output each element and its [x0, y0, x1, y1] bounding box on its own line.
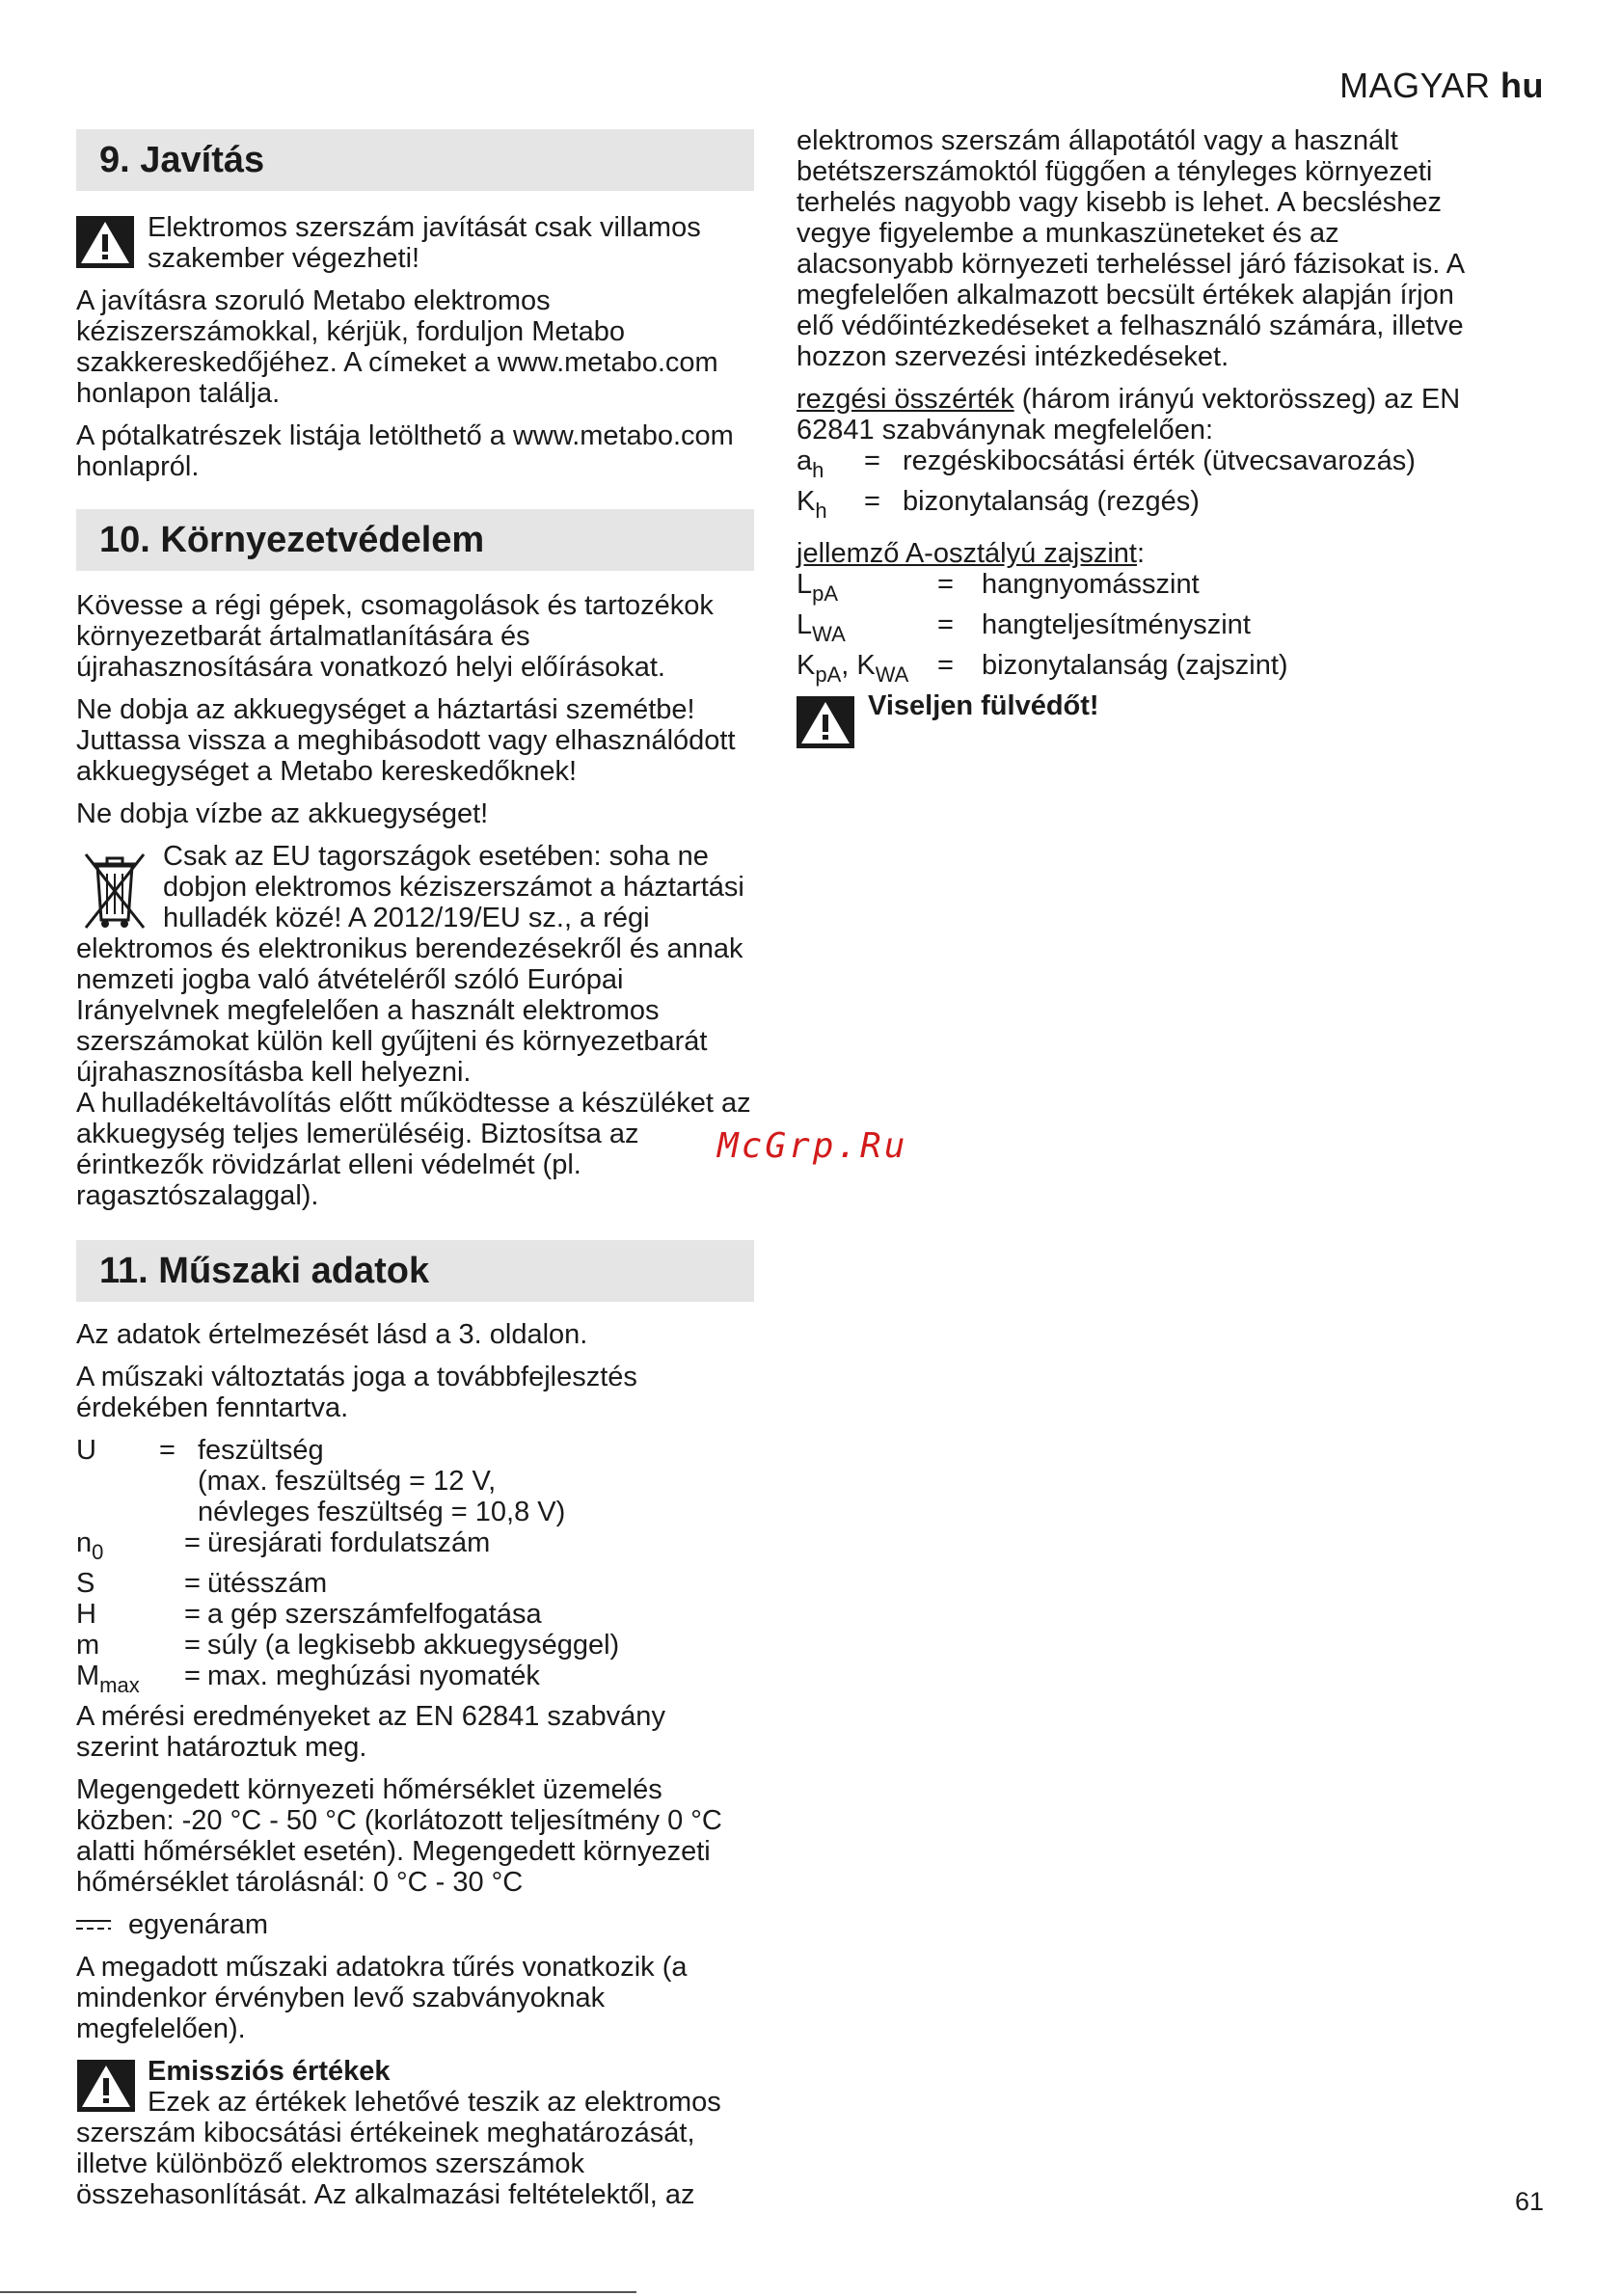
definition: max. meghúzási nyomaték [207, 1661, 540, 1691]
section-10-heading: 10. Környezetvédelem [76, 509, 754, 571]
symbol: m [76, 1630, 100, 1661]
battery-discharge-paragraph: A hulladékeltávolítás előtt működtesse a készüléket az akkuegység teljes lemerüléséig. Biztosítsa az érintkezők rövidzárlat elleni védelmét (pl. ragasztószalaggal). [76, 1088, 751, 1211]
definition-row [797, 569, 1491, 609]
equals: = [864, 446, 880, 476]
symbol: $M_{max}$ [76, 1661, 140, 1697]
definition-row [76, 1497, 754, 1527]
emission-title: Emissziós értékek [148, 2056, 391, 2087]
left-column [76, 129, 754, 2210]
tech-definitions [76, 1435, 754, 1701]
page-language [1339, 66, 1544, 106]
eu-disposal-note [76, 841, 754, 1088]
watermark: McGrp.Ru [717, 1126, 908, 1166]
equals: = [159, 1435, 176, 1466]
spare-parts-paragraph: A pótalkatrészek listája letölthető a www.metabo.com honlapról. [76, 420, 734, 482]
noise-label: jellemző A-osztályú zajszint [797, 538, 1137, 569]
repair-warning-text: Elektromos szerszám javítását csak villamos szakember végezheti! [148, 212, 701, 274]
definition: súly (a legkisebb akkuegységgel) [207, 1630, 620, 1661]
definition-row [76, 1661, 754, 1701]
direct-current-icon [76, 1917, 111, 1932]
symbol: $L_{pA}$ [797, 569, 839, 606]
definition: névleges feszültség = 10,8 V) [198, 1497, 566, 1527]
page-number: 61 [1514, 2187, 1544, 2216]
tech-paragraph-2: A műszaki változtatás joga a továbbfejlesztés érdekében fenntartva. [76, 1362, 637, 1423]
right-column [797, 125, 1491, 760]
equals: = [937, 650, 954, 681]
definition-row [76, 1466, 754, 1497]
emission-text: Ezek az értékek lehetővé teszik az elektromos szerszám kibocsátási értékeinek meghatározását, illetve különböző elektromos szerszámok összehasonlítását. Az alkalmazási feltételektől, az [76, 2087, 721, 2210]
equals: = [864, 486, 880, 517]
symbol: $L_{WA}$ [797, 609, 846, 646]
symbol: H [76, 1599, 96, 1630]
definition-row [797, 486, 1491, 527]
definition: ütésszám [207, 1568, 328, 1599]
warning-triangle-icon [797, 696, 854, 748]
ear-protection-warning [797, 690, 1491, 748]
ear-protection-text: Viseljen fülvédőt! [868, 690, 1099, 721]
temperature-paragraph: Megengedett környezeti hőmérséklet üzemelés közben: -20 °C - 50 °C (korlátozott teljesítmény 0 °C alatti hőmérséklet esetén). Megengedett környezeti hőmérséklet tárolásnál: 0 °C - 30 °C [76, 1774, 722, 1898]
warning-triangle-icon [76, 216, 134, 268]
repair-paragraph: A javításra szoruló Metabo elektromos kéziszerszámokkal, kérjük, forduljon Metabo szakkereskedőjéhez. A címeket a www.metabo.com honlapon találja. [76, 285, 718, 409]
eu-disposal-text: Csak az EU tagországok esetében: soha ne dobjon elektromos kéziszerszámot a háztartási hulladék közé! A 2012/19/EU sz., a régi elektromos és elektronikus berendezésekről és annak nemzeti jogba való átvételéről szóló Európai Irányelvnek megfelelően a használt elektromos szerszámokat külön kell gyűjteni és környezetbarát újrahasznosításba kell helyezni. [76, 841, 744, 1088]
definition: hangnyomásszint [982, 569, 1200, 600]
dc-label: egyenáram [128, 1909, 269, 1940]
emission-continued-paragraph: elektromos szerszám állapotától vagy a használt betétszerszámoktól függően a tényleges környezeti terhelés nagyobb vagy kisebb is lehet. A becsléshez vegye figyelembe a munkaszüneteket és az alacsonyabb környezeti terheléssel járó fázisokat is. A megfelelően alkalmazott becsült értékek alapján írjon elő védőintézkedéseket a felhasználó számára, illetve hozzon szervezési intézkedéseket. [797, 125, 1464, 372]
footer-rule [0, 2291, 636, 2293]
tolerance-paragraph: A megadott műszaki adatokra tűrés vonatkozik (a mindenkor érvényben levő szabványoknak megfelelően). [76, 1952, 688, 2044]
vibration-intro [797, 384, 1491, 446]
language-name: MAGYAR [1339, 66, 1491, 105]
symbol: $K_{pA}$, $K_{WA}$ [797, 650, 909, 687]
definition-row [76, 1630, 754, 1661]
noise-colon: : [1136, 538, 1146, 569]
definition: bizonytalanság (rezgés) [903, 486, 1200, 517]
warning-triangle-icon [76, 2060, 136, 2112]
definition-row [797, 609, 1491, 650]
equals: = [184, 1630, 201, 1661]
equals: = [184, 1599, 201, 1630]
definition-row [797, 446, 1491, 486]
tech-paragraph-1: Az adatok értelmezését lásd a 3. oldalon. [76, 1319, 588, 1350]
definition-row [76, 1599, 754, 1630]
equals: = [937, 609, 954, 640]
definition: bizonytalanság (zajszint) [982, 650, 1288, 681]
definition-row [76, 1527, 754, 1568]
definition: üresjárati fordulatszám [207, 1527, 491, 1558]
definition: rezgéskibocsátási érték (ütvecsavarozás) [903, 446, 1416, 476]
section-9-heading: 9. Javítás [76, 129, 754, 191]
env-paragraph-2: Ne dobja az akkuegységet a háztartási szemétbe! Juttassa vissza a meghibásodott vagy elhasználódott akkuegységet a Metabo kereskedőknek! [76, 694, 736, 787]
equals: = [937, 569, 954, 600]
repair-warning [76, 212, 754, 274]
equals: = [184, 1661, 201, 1691]
symbol: $K_h$ [797, 486, 827, 523]
section-11-heading: 11. Műszaki adatok [76, 1240, 754, 1302]
definition-row [76, 1435, 754, 1466]
symbol: U [76, 1435, 96, 1466]
definition-row [797, 650, 1491, 690]
language-code: hu [1500, 66, 1544, 105]
equals: = [184, 1527, 201, 1558]
measurement-paragraph: A mérési eredményeket az EN 62841 szabvány szerint határoztuk meg. [76, 1701, 665, 1763]
equals: = [184, 1568, 201, 1599]
crossed-bin-icon [76, 845, 153, 933]
definition: a gép szerszámfelfogatása [207, 1599, 542, 1630]
definition: hangteljesítményszint [982, 609, 1251, 640]
noise-definitions [797, 569, 1491, 690]
symbol: S [76, 1568, 95, 1599]
noise-intro [797, 538, 1491, 569]
definition: (max. feszültség = 12 V, [198, 1466, 497, 1497]
env-paragraph-1: Kövesse a régi gépek, csomagolások és tartozékok környezetbarát ártalmatlanítására és újrahasznosítására vonatkozó helyi előírásokat. [76, 590, 714, 683]
vibration-label: rezgési összérték [797, 384, 1014, 415]
symbol: $n_0$ [76, 1527, 104, 1564]
dc-legend [76, 1909, 754, 1940]
definition-row [76, 1568, 754, 1599]
emission-note [76, 2056, 754, 2210]
symbol: $a_h$ [797, 446, 824, 482]
definition: feszültség [198, 1435, 324, 1466]
vibration-intro-text: (három irányú vektorösszeg) az EN 62841 szabványnak megfelelően: [797, 384, 1461, 446]
vibration-definitions [797, 446, 1491, 527]
env-paragraph-3: Ne dobja vízbe az akkuegységet! [76, 798, 489, 829]
